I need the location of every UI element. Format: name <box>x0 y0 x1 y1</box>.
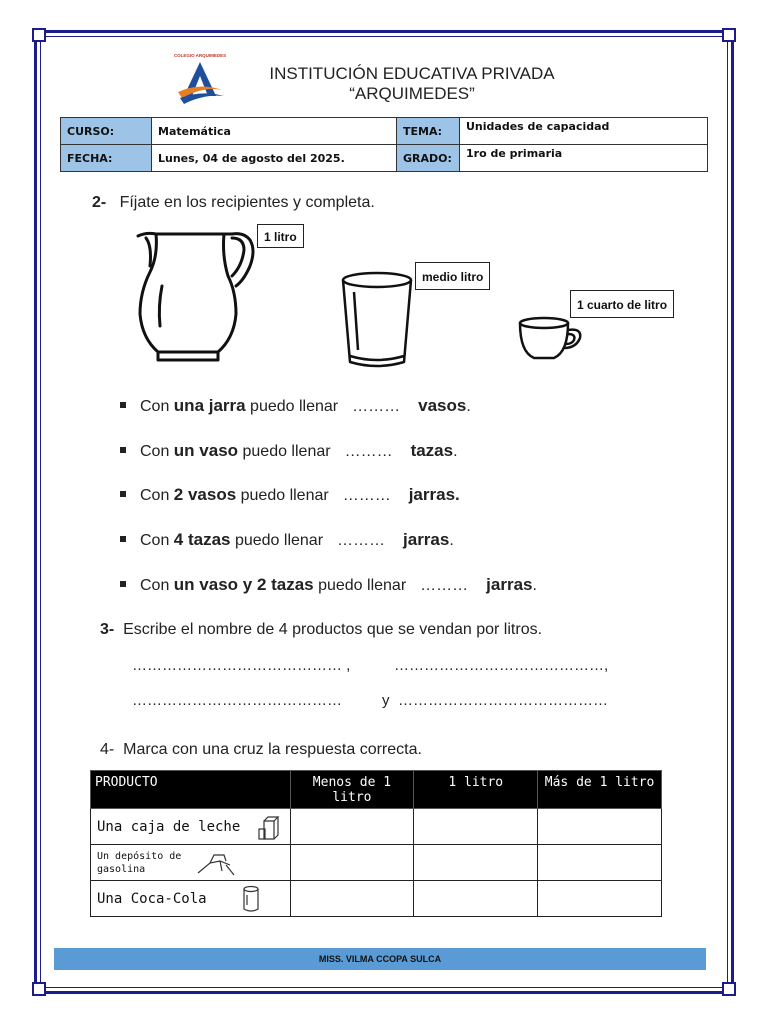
col-header-mas: Más de 1 litro <box>538 771 662 809</box>
line-text: Con <box>140 487 174 504</box>
line-text: Con <box>140 577 174 594</box>
school-logo-icon <box>174 52 226 106</box>
curso-label: CURSO: <box>61 118 152 145</box>
products-table <box>90 770 662 917</box>
line-unit: vasos <box>418 396 467 415</box>
answer-cell[interactable] <box>414 845 538 881</box>
line-text: Con <box>140 443 174 460</box>
line-text: puedo llenar <box>238 443 331 460</box>
border-corner <box>32 982 46 996</box>
answer-cell[interactable] <box>290 881 414 917</box>
answer-line-1a[interactable]: …………………………………… , <box>132 657 351 674</box>
answer-line-1b[interactable]: ……………………………………, <box>394 657 609 674</box>
line-punct: . <box>532 577 537 594</box>
question-4-text: Marca con una cruz la respuesta correcta. <box>123 741 422 758</box>
question-3-number: 3- <box>100 621 115 638</box>
question-2-prompt <box>92 194 375 212</box>
answer-cell[interactable] <box>290 845 414 881</box>
bullet-icon <box>120 491 126 497</box>
fecha-label: FECHA: <box>61 145 152 172</box>
answer-cell[interactable] <box>538 845 662 881</box>
border-corner <box>32 28 46 42</box>
answer-cell[interactable] <box>538 809 662 845</box>
product-name: Un depósito de gasolina <box>97 850 182 875</box>
answer-blank[interactable]: ……… <box>420 577 469 594</box>
institution-line2: “ARQUIMEDES” <box>349 84 475 103</box>
line-unit: jarras <box>408 485 456 504</box>
glass-icon <box>340 270 414 370</box>
line-bold: 2 vasos <box>173 485 237 504</box>
line-text: puedo llenar <box>236 487 329 504</box>
line-text: puedo llenar <box>230 532 324 549</box>
product-cell <box>91 809 291 845</box>
line-bold: un vaso <box>173 441 239 460</box>
cup-icon <box>516 314 586 364</box>
col-header-producto: PRODUCTO <box>91 771 291 809</box>
border-corner <box>722 28 736 42</box>
col-header-menos: Menos de 1 litro <box>290 771 414 809</box>
milk-box-icon <box>258 815 280 841</box>
institution-line1: INSTITUCIÓN EDUCATIVA PRIVADA <box>269 64 555 83</box>
table-header-row <box>91 771 662 809</box>
answer-line-2a[interactable]: …………………………………… <box>132 692 342 709</box>
question-4-number: 4- <box>100 741 115 758</box>
line-punct: . <box>453 443 458 460</box>
bullet-icon <box>120 581 126 587</box>
border-corner <box>722 982 736 996</box>
line-bold: una jarra <box>173 396 246 415</box>
grado-label: GRADO: <box>397 145 460 172</box>
line-text: Con <box>140 398 174 415</box>
pitcher-icon <box>132 226 258 368</box>
info-table <box>60 117 708 172</box>
grado-value: 1ro de primaria <box>460 145 708 172</box>
label-medio-litro: medio litro <box>415 262 490 290</box>
answer-line-2b[interactable]: …………………………………… <box>398 692 608 709</box>
answer-cell[interactable] <box>290 809 414 845</box>
line-text: Con <box>140 532 174 549</box>
answer-cell[interactable] <box>414 881 538 917</box>
curso-value: Matemática <box>152 118 397 145</box>
answer-blank[interactable]: ……… <box>352 398 401 415</box>
question-3-prompt <box>100 621 542 639</box>
line-punct: . <box>449 532 454 549</box>
answer-line-separator: y <box>382 692 390 709</box>
line-unit: jarras <box>403 530 450 549</box>
teacher-footer: MISS. VILMA CCOPA SULCA <box>54 948 706 970</box>
tema-label: TEMA: <box>397 118 460 145</box>
table-row <box>91 881 662 917</box>
fill-line-4 <box>120 530 454 550</box>
label-1-litro: 1 litro <box>257 224 304 248</box>
answer-cell[interactable] <box>538 881 662 917</box>
line-text: puedo llenar <box>245 398 339 415</box>
question-2-text: Fíjate en los recipientes y completa. <box>119 194 375 211</box>
bullet-icon <box>120 447 126 453</box>
table-row <box>91 845 662 881</box>
line-text: puedo llenar <box>313 577 407 594</box>
answer-cell[interactable] <box>414 809 538 845</box>
line-bold: un vaso y 2 tazas <box>173 575 314 594</box>
answer-blank[interactable]: ……… <box>337 532 386 549</box>
line-unit: tazas <box>410 441 454 460</box>
logo-text: COLEGIO ARQUIMEDES <box>174 53 226 58</box>
answer-blank[interactable]: ……… <box>342 487 391 504</box>
answer-blank[interactable]: ……… <box>344 443 393 460</box>
question-3-text: Escribe el nombre de 4 productos que se vendan por litros. <box>123 621 543 638</box>
tema-value: Unidades de capacidad <box>460 118 708 145</box>
col-header-1-litro: 1 litro <box>414 771 538 809</box>
table-row <box>91 809 662 845</box>
line-bold: 4 tazas <box>173 530 231 549</box>
fill-line-2 <box>120 441 458 461</box>
label-cuarto-litro: 1 cuarto de litro <box>570 290 674 318</box>
product-name: Una Coca-Cola <box>97 890 207 907</box>
product-cell <box>91 881 291 917</box>
gas-pump-nozzle-icon <box>196 851 236 877</box>
line-unit: jarras <box>486 575 533 594</box>
fill-line-5 <box>120 575 537 595</box>
soda-can-icon <box>242 885 260 913</box>
question-2-number: 2- <box>92 194 107 211</box>
institution-name <box>232 64 592 104</box>
school-header <box>174 52 594 108</box>
product-name: Una caja de leche <box>97 818 241 835</box>
fill-line-1 <box>120 396 471 416</box>
line-punct: . <box>466 398 471 415</box>
bullet-icon <box>120 536 126 542</box>
fill-line-3 <box>120 485 460 505</box>
bullet-icon <box>120 402 126 408</box>
product-cell <box>91 845 291 881</box>
line-punct: . <box>455 485 460 504</box>
question-4-prompt <box>100 741 422 759</box>
fecha-value: Lunes, 04 de agosto del 2025. <box>152 145 397 172</box>
